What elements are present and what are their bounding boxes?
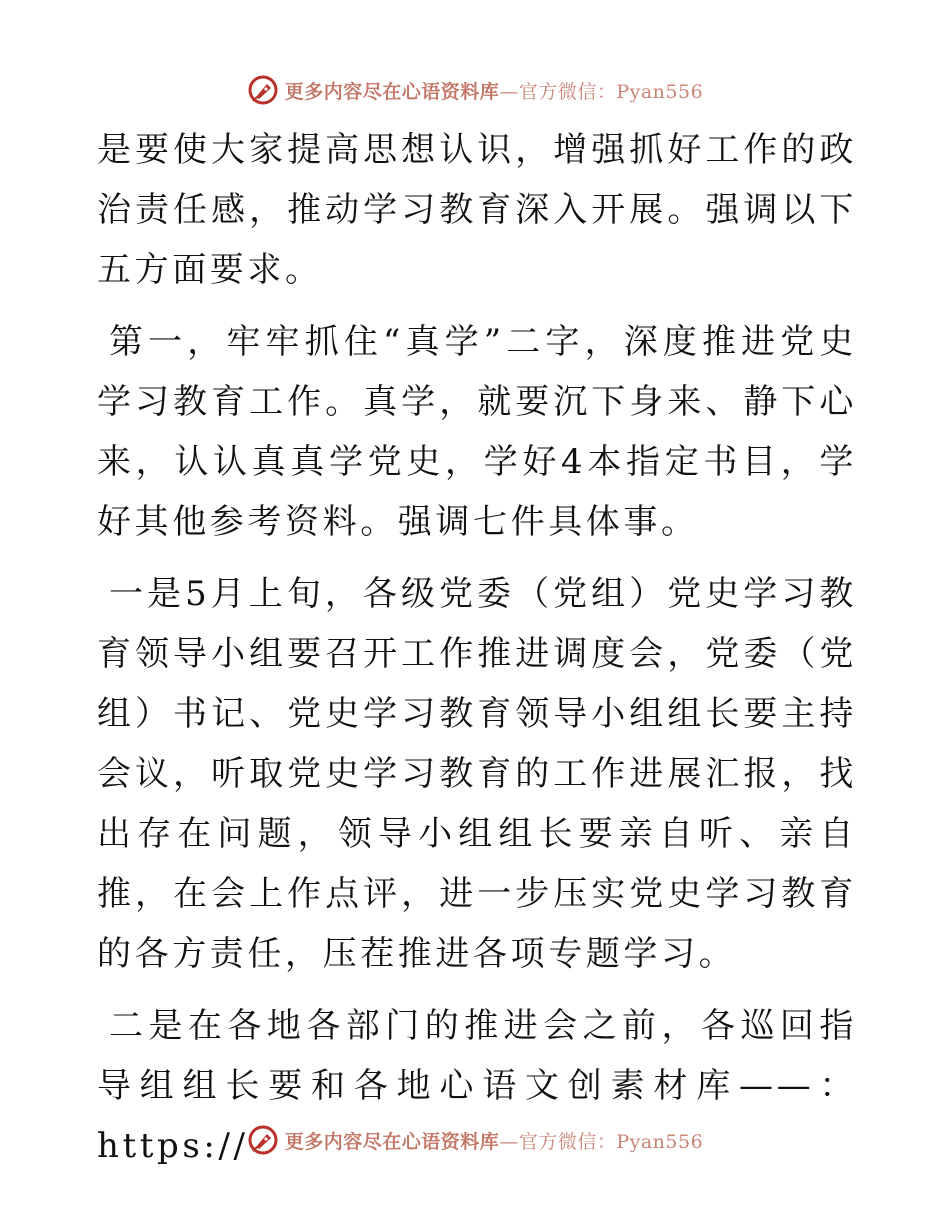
pen-nib-circle-logo-icon	[247, 74, 279, 106]
paragraph-3: 一是5月上旬，各级党委（党组）党史学习教育领导小组要召开工作推进调度会，党委（党组）书记、党史学习教育领导小组组长要主持会议，听取党史学习教育的工作进展汇报，找出存在问题，领导小组组长要亲自听、亲自推，在会上作点评，进一步压实党史学习教育的各方责任，压茬推进各项专题学习。	[97, 574, 857, 974]
footer-banner	[0, 1120, 950, 1160]
banner-site-text	[285, 77, 703, 104]
banner-site-text	[285, 1127, 703, 1154]
banner-contact-id: Pyan556	[616, 1130, 704, 1153]
banner-site-name: 更多内容尽在心语资料库	[284, 1130, 500, 1153]
paragraph-4: 二是在各地各部门的推进会之前，各巡回指导组组长要和各地心语文创素材库——：https://	[97, 1006, 857, 1166]
banner-dash: —	[499, 80, 519, 103]
paragraph-2: 第一，牢牢抓住“真学”二字，深度推进党史学习教育工作。真学，就要沉下身来、静下心来，认认真真学党史，学好4本指定书目，学好其他参考资料。强调七件具体事。	[97, 322, 857, 542]
banner-site-name: 更多内容尽在心语资料库	[284, 80, 500, 103]
banner-dash: —	[499, 1130, 519, 1153]
document-body	[97, 120, 857, 1188]
banner-contact-label: 官方微信：	[518, 80, 617, 103]
banner-contact-id: Pyan556	[616, 80, 704, 103]
paragraph-1: 是要使大家提高思想认识，增强抓好工作的政治责任感，推动学习教育深入开展。强调以下五方面要求。	[97, 130, 857, 290]
pen-nib-circle-logo-icon	[247, 1124, 279, 1156]
header-banner	[0, 70, 950, 110]
banner-contact-label: 官方微信：	[518, 1130, 617, 1153]
